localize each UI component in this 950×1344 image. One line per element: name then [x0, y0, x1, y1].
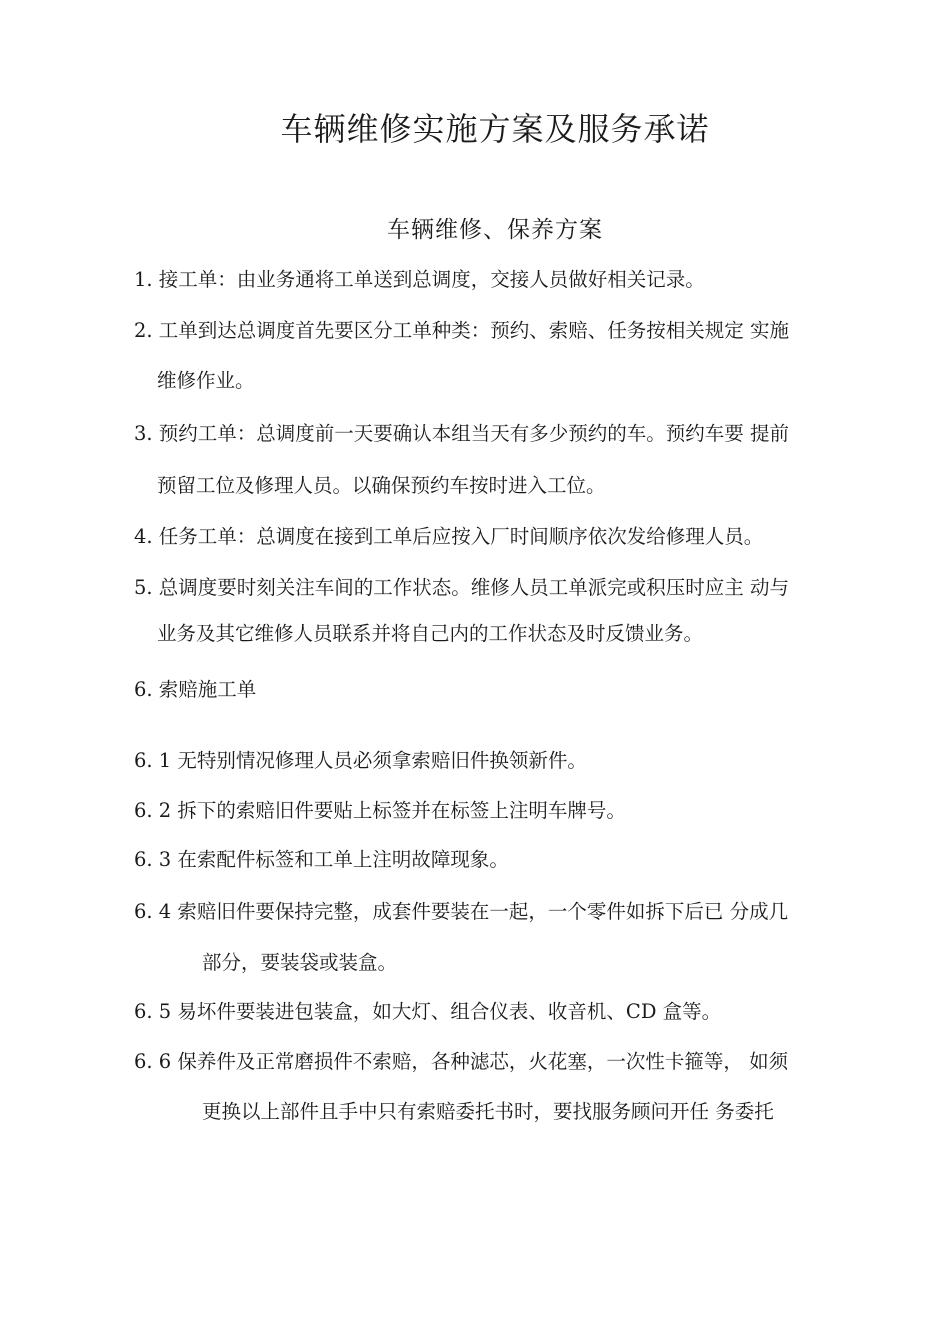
paragraph-line: 6. 3 在索配件标签和工单上注明故障现象。	[134, 848, 509, 871]
paragraph-line: 6. 5 易坏件要装进包装盒，如大灯、组合仪表、收音机、CD 盒等。	[134, 1000, 722, 1023]
section-heading: 车辆维修、保养方案	[387, 217, 603, 243]
paragraph-line: 6. 索赔施工单	[134, 678, 257, 701]
paragraph-line: 6. 2 拆下的索赔旧件要贴上标签并在标签上注明车牌号。	[134, 799, 626, 822]
paragraph-line: 4. 任务工单：总调度在接到工单后应按入厂时间顺序依次发给修理人员。	[134, 525, 764, 548]
paragraph-line: 部分，要装袋或装盒。	[202, 951, 398, 974]
document-title: 车辆维修实施方案及服务承诺	[280, 110, 710, 148]
paragraph-line: 6. 6 保养件及正常磨损件不索赔，各种滤芯，火花塞，一次性卡箍等， 如须	[134, 1050, 789, 1073]
paragraph-line: 1. 接工单：由业务通将工单送到总调度，交接人员做好相关记录。	[134, 268, 705, 291]
paragraph-line: 2. 工单到达总调度首先要区分工单种类：预约、索赔、任务按相关规定 实施	[134, 319, 790, 342]
paragraph-line: 维修作业。	[157, 369, 255, 392]
paragraph-line: 业务及其它维修人员联系并将自己内的工作状态及时反馈业务。	[157, 622, 704, 645]
paragraph-line: 预留工位及修理人员。以确保预约车按时进入工位。	[157, 474, 606, 497]
paragraph-line: 6. 1 无特别情况修理人员必须拿索赔旧件换领新件。	[134, 749, 587, 772]
paragraph-line: 5. 总调度要时刻关注车间的工作状态。维修人员工单派完或积压时应主 动与	[134, 576, 790, 599]
paragraph-line: 3. 预约工单：总调度前一天要确认本组当天有多少预约的车。预约车要 提前	[134, 422, 790, 445]
paragraph-line: 更换以上部件且手中只有索赔委托书时，要找服务顾问开任 务委托	[202, 1100, 774, 1123]
paragraph-line: 6. 4 索赔旧件要保持完整，成套件要装在一起，一个零件如拆下后已 分成几	[134, 900, 789, 923]
